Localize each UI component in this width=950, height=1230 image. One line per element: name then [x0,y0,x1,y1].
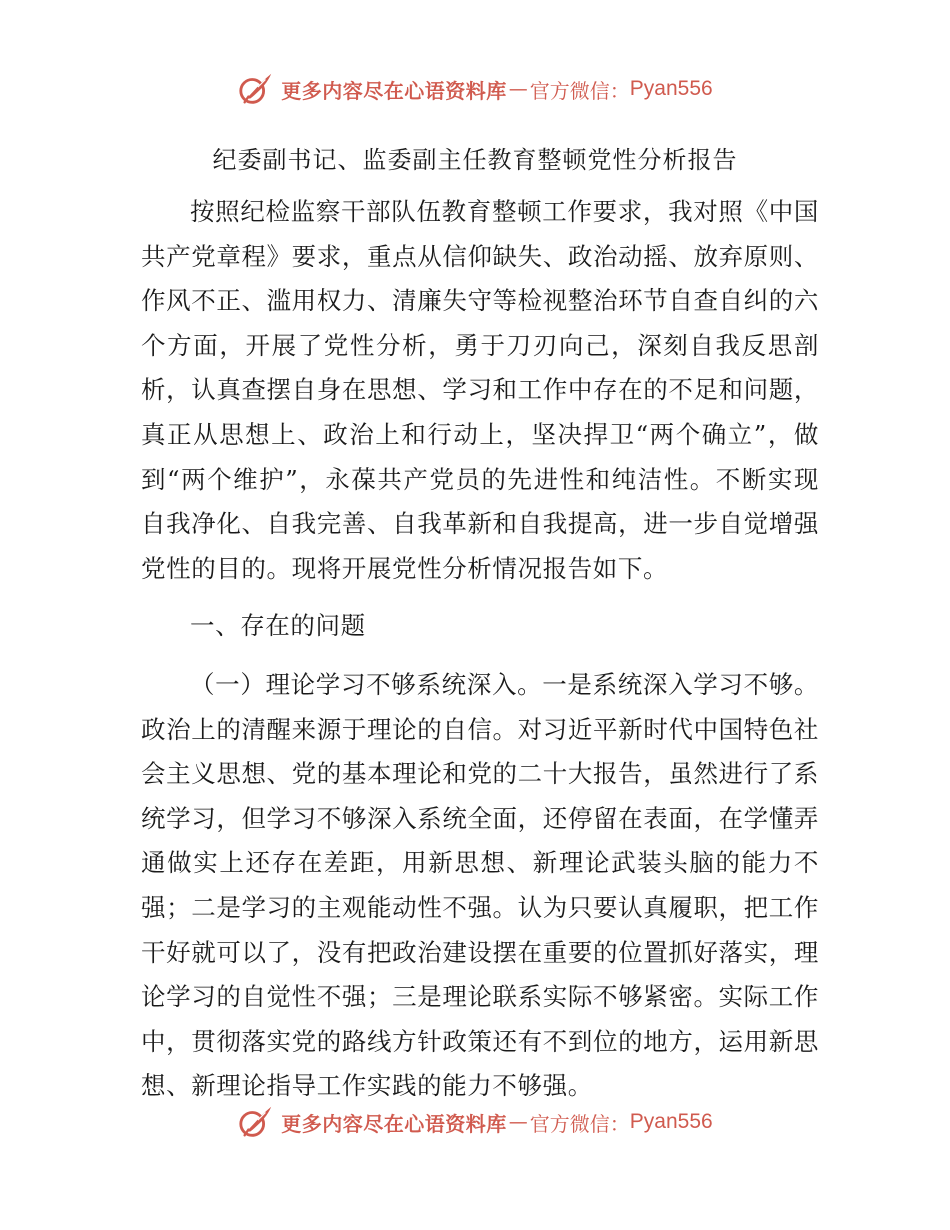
header-wechat-id: Pyan556 [629,77,713,100]
footer-banner [0,1100,950,1144]
header-brand-text: 更多内容尽在心语资料库 [281,78,507,103]
quill-logo-icon [237,70,275,108]
document-body [141,190,819,1109]
quill-logo-icon [237,1103,275,1141]
header-banner [0,67,950,111]
footer-wechat-label: 官方微信： [529,1111,630,1136]
footer-separator: — [508,1111,528,1133]
footer-brand-text: 更多内容尽在心语资料库 [281,1111,507,1136]
intro-paragraph: 按照纪检监察干部队伍教育整顿工作要求，我对照《中国共产党章程》要求，重点从信仰缺失、政治动摇、放弃原则、作风不正、滥用权力、清廉失守等检视整治环节自查自纠的六个方面，开展了党性分析，勇于刀刃向己，深刻自我反思剖析，认真查摆自身在思想、学习和工作中存在的不足和问题，真正从思想上、政治上和行动上，坚决捍卫“两个确立”，做到“两个维护”，永葆共产党员的先进性和纯洁性。不断实现自我净化、自我完善、自我革新和自我提高，进一步自觉增强党性的目的。现将开展党性分析情况报告如下。 [141,197,819,583]
header-wechat-label: 官方微信： [529,78,630,103]
header-separator: — [508,78,528,100]
document-title: 纪委副书记、监委副主任教育整顿党性分析报告 [212,146,738,174]
footer-wechat-id: Pyan556 [629,1110,713,1133]
section-heading: 一、存在的问题 [190,611,366,641]
section-paragraph: （一）理论学习不够系统深入。一是系统深入学习不够。政治上的清醒来源于理论的自信。对习近平新时代中国特色社会主义思想、党的基本理论和党的二十大报告，虽然进行了系统学习，但学习不够深入系统全面，还停留在表面，在学懂弄通做实上还存在差距，用新思想、新理论武装头脑的能力不强；二是学习的主观能动性不强。认为只要认真履职，把工作干好就可以了，没有把政治建设摆在重要的位置抓好落实，理论学习的自觉性不强；三是理论联系实际不够紧密。实际工作中，贯彻落实党的路线方针政策还有不到位的地方，运用新思想、新理论指导工作实践的能力不够强。 [141,669,819,1101]
